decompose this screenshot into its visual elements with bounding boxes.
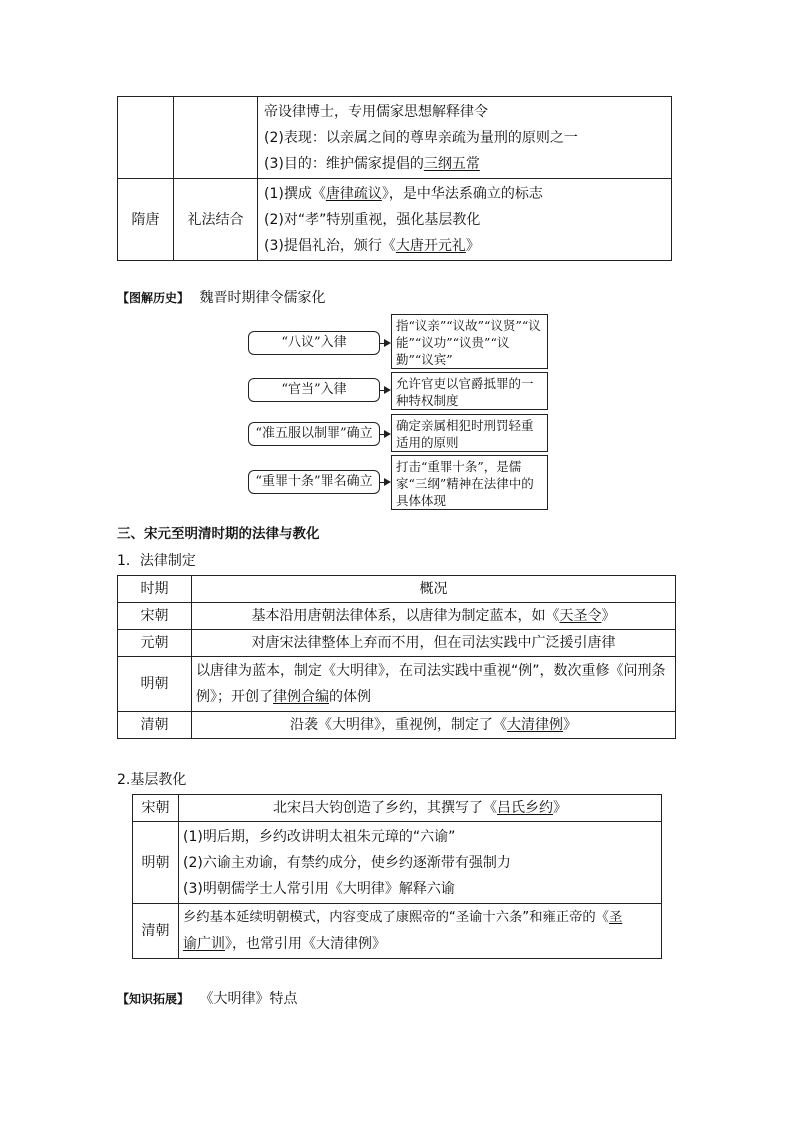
diagram-right-box: 指“议亲”“议故”“议贤”“议能”“议功”“议贵”“议勤”“议宾” — [391, 314, 548, 369]
table-row — [118, 179, 672, 261]
knowledge-tag: 【知识拓展】 — [117, 992, 190, 1006]
content-cell — [258, 179, 672, 261]
era-cell: 清朝 — [118, 712, 192, 739]
table-row — [133, 822, 662, 904]
subsection-title: 1．法律制定 — [117, 553, 196, 569]
content-line: 帝设律博士，专用儒家思想解释律令 — [264, 103, 488, 120]
table-row — [118, 97, 672, 179]
content-cell — [179, 822, 662, 904]
diagram-title: 魏晋时期律令儒家化 — [199, 290, 326, 306]
era-cell: 清朝 — [133, 904, 179, 959]
content-line: 乡约基本延续明朝模式，内容变成了康熙帝的“圣谕十六条”和雍正帝的《圣 — [183, 910, 623, 925]
education-table — [132, 794, 662, 959]
table-top — [117, 96, 672, 261]
table-header-row — [118, 576, 676, 603]
table-row — [118, 657, 676, 712]
content-line: (2)对“孝”特别重视，强化基层教化 — [264, 211, 481, 228]
section-title: 三、宋元至明清时期的法律与教化 — [117, 526, 320, 542]
arrow-head — [384, 386, 391, 394]
content-cell: 对唐宋法律整体上弃而不用，但在司法实践中广泛援引唐律 — [192, 630, 676, 657]
era-cell: 宋朝 — [133, 795, 179, 822]
content-line: 例》；开创了律例合编的体例 — [196, 689, 371, 705]
content-cell: 北宋吕大钧创造了乡约，其撰写了《吕氏乡约》 — [179, 795, 662, 822]
diagram-heading — [117, 287, 325, 307]
table-row — [118, 630, 676, 657]
era-cell: 元朝 — [118, 630, 192, 657]
content-line: 谕广训》，也常引用《大清律例》 — [183, 936, 386, 952]
era-cell: 明朝 — [133, 822, 179, 904]
diagram-right-box: 打击“重罪十条”，是儒家“三纲”精神在法律中的具体体现 — [391, 455, 548, 510]
diagram-left-box: “官当”入律 — [248, 378, 380, 402]
content-cell: 沿袭《大明律》，重视例，制定了《大清律例》 — [192, 712, 676, 739]
era-cell — [118, 97, 174, 179]
content-line: (1)明后期，乡约改讲明太祖朱元璋的“六谕” — [183, 828, 456, 845]
era-cell: 隋唐 — [118, 179, 174, 261]
era-cell: 宋朝 — [118, 603, 192, 630]
arrow-head — [384, 430, 391, 438]
content-line: (3)提倡礼治，颁行《大唐开元礼》 — [264, 237, 480, 254]
content-cell — [258, 97, 672, 179]
content-cell — [179, 904, 662, 959]
diagram-right-box: 确定亲属相犯时刑罚轻重适用的原则 — [391, 414, 548, 452]
content-line: (3)目的：维护儒家提倡的三纲五常 — [264, 155, 480, 172]
content-line: (1)撰成《唐律疏议》，是中华法系确立的标志 — [264, 185, 543, 202]
table-row — [118, 712, 676, 739]
arrow-head — [384, 339, 391, 347]
content-line: 以唐律为蓝本，制定《大明律》，在司法实践中重视“例”，数次重修《问刑条 — [196, 663, 666, 679]
type-cell: 礼法结合 — [174, 179, 258, 261]
content-line: (2)六谕主劝谕，有禁约成分，使乡约逐渐带有强制力 — [183, 854, 511, 871]
era-cell: 明朝 — [118, 657, 192, 712]
content-cell — [192, 657, 676, 712]
content-line: (2)表现：以亲属之间的尊卑亲疏为量刑的原则之一 — [264, 129, 578, 146]
table-row — [133, 795, 662, 822]
arrow-head — [384, 478, 391, 486]
knowledge-heading — [117, 988, 297, 1008]
diagram-tag: 【图解历史】 — [117, 291, 190, 305]
table-row — [118, 603, 676, 630]
content-line: (3)明朝儒学士人常引用《大明律》解释六谕 — [183, 880, 455, 897]
law-table — [117, 575, 676, 739]
knowledge-title: 《大明律》特点 — [199, 991, 298, 1007]
table-row — [133, 904, 662, 959]
column-header: 概况 — [192, 576, 676, 603]
diagram-left-box: “八议”入律 — [248, 331, 380, 355]
content-cell: 基本沿用唐朝法律体系，以唐律为制定蓝本，如《天圣令》 — [192, 603, 676, 630]
type-cell — [174, 97, 258, 179]
diagram-left-box: “重罪十条”罪名确立 — [248, 470, 380, 494]
column-header: 时期 — [118, 576, 192, 603]
diagram-left-box: “准五服以制罪”确立 — [248, 422, 380, 446]
diagram-right-box: 允许官吏以官爵抵罪的一种特权制度 — [391, 372, 548, 410]
subsection-title: 2.基层教化 — [117, 772, 187, 788]
